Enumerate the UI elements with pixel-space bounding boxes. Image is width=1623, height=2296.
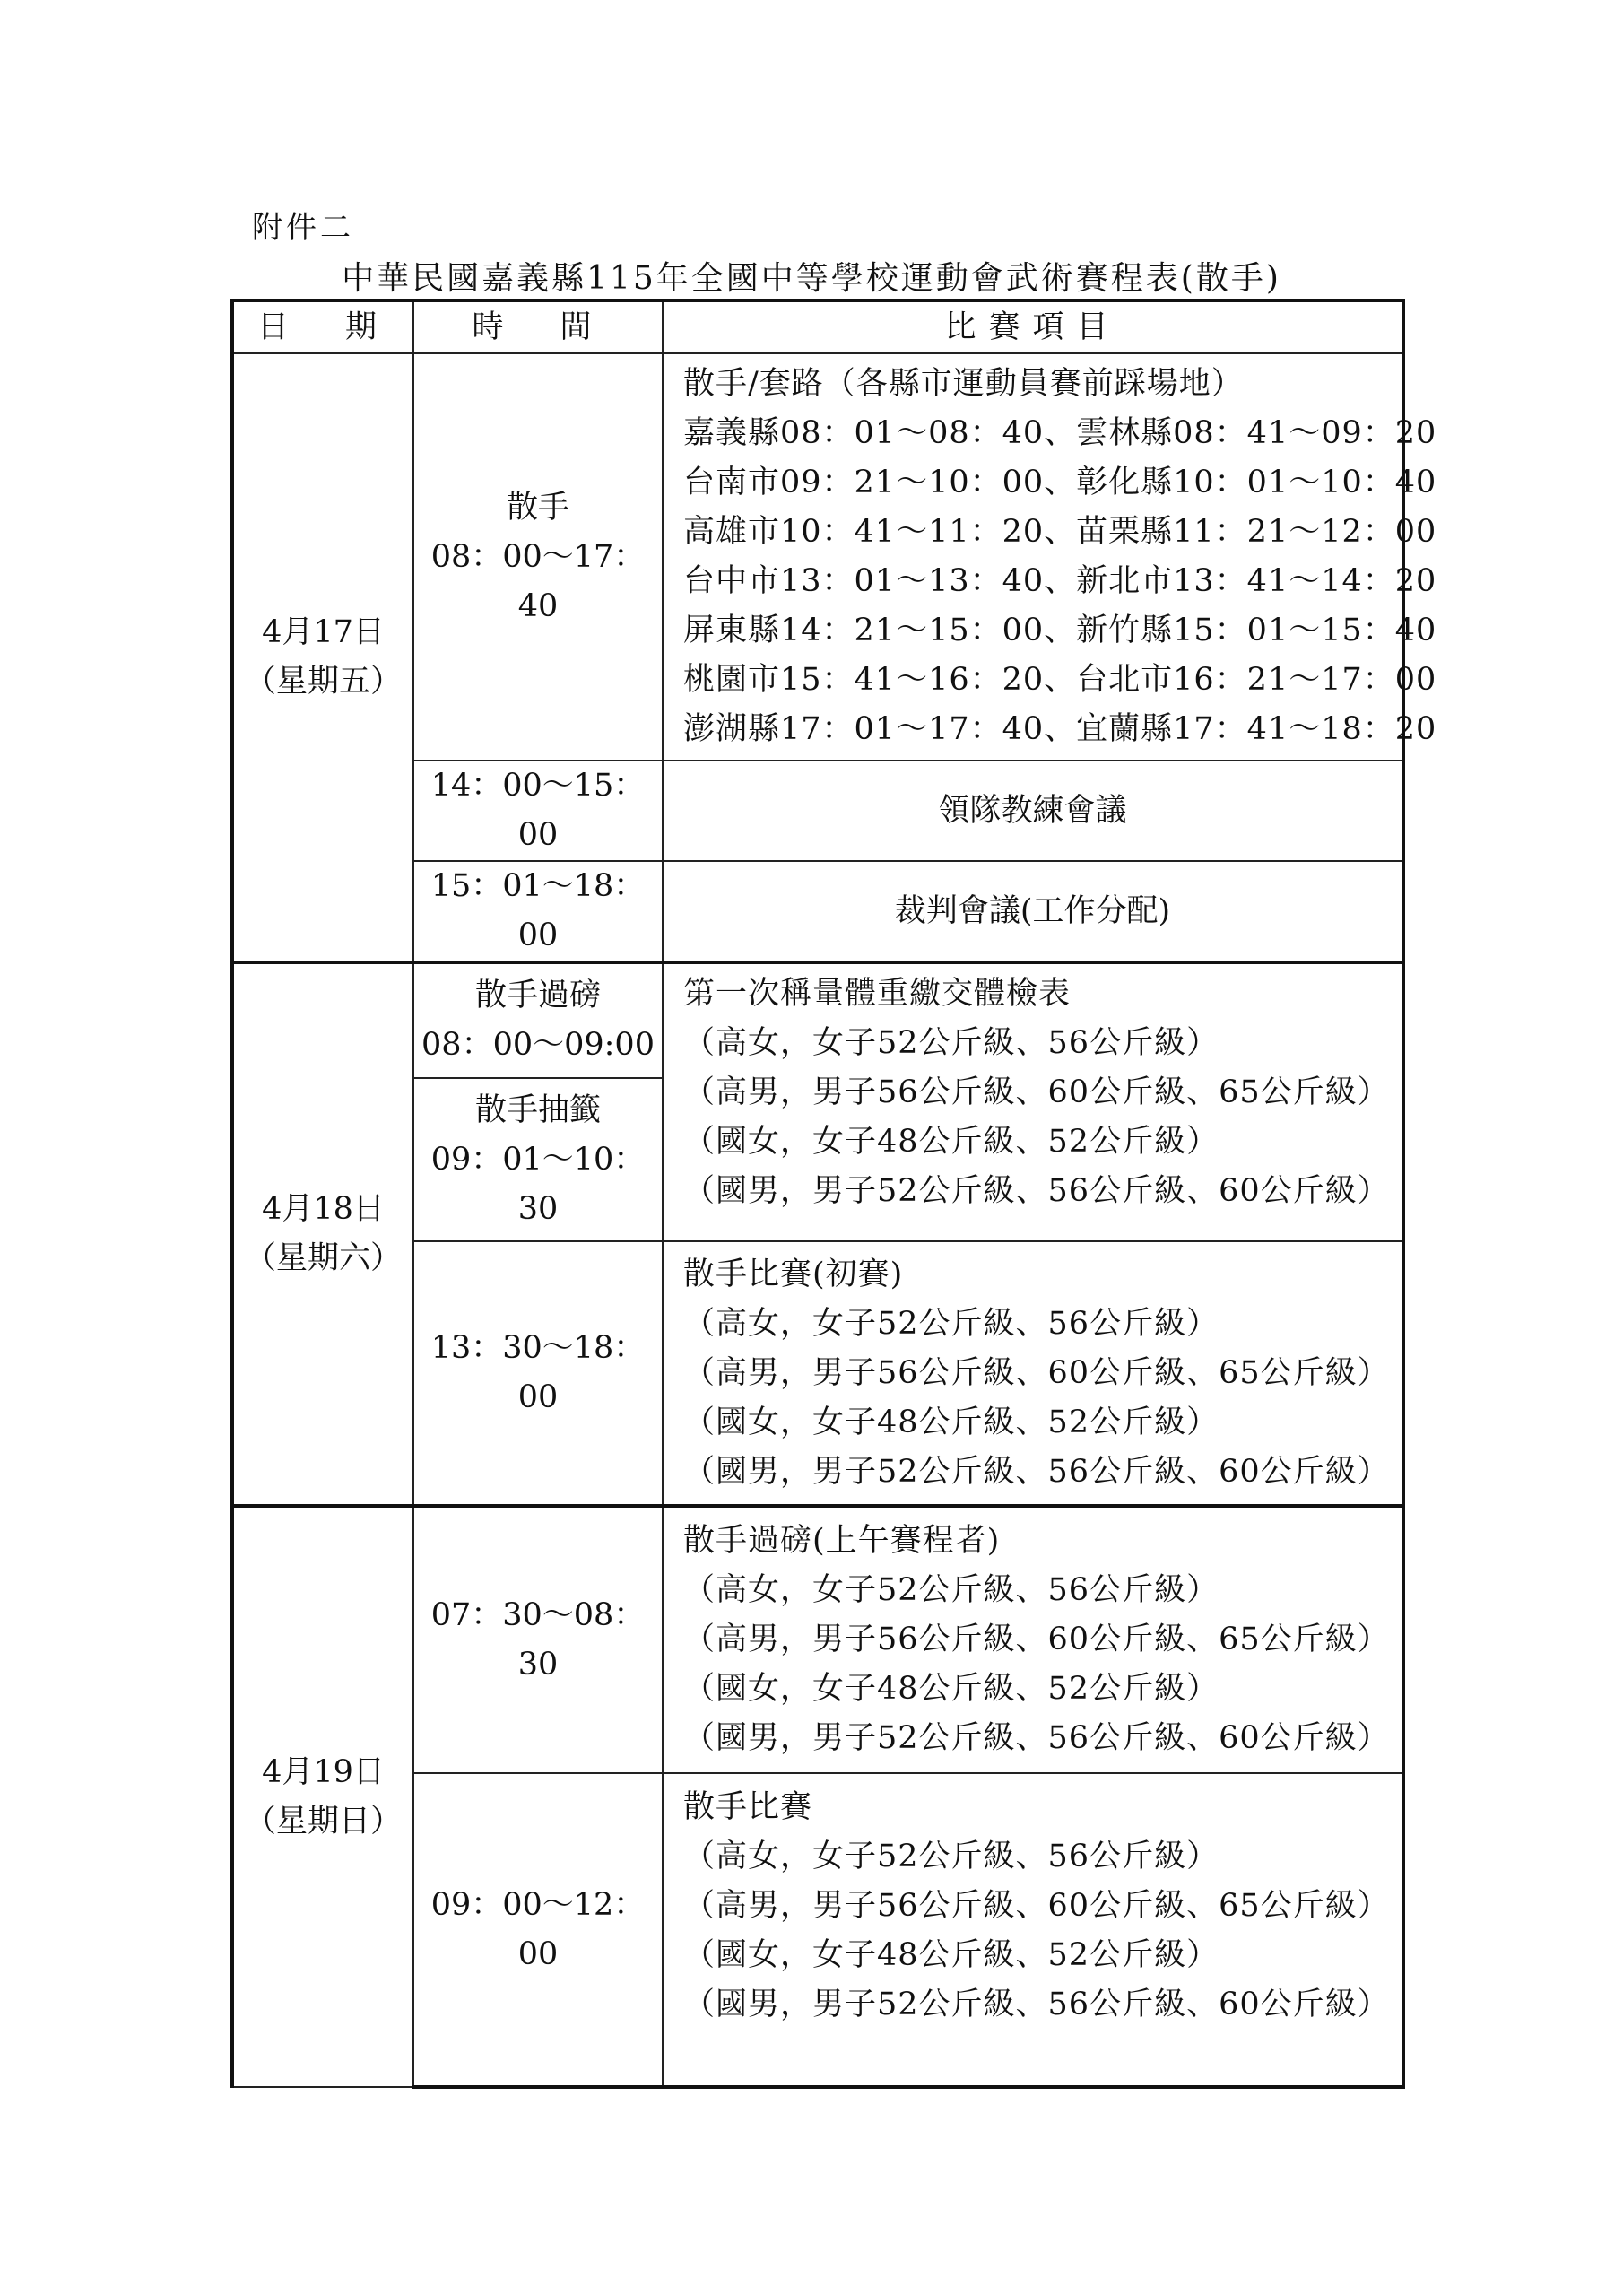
list-item: 散手比賽(初賽) bbox=[683, 1256, 904, 1292]
day3-match-time: 09：00～12：00 bbox=[413, 1773, 663, 2087]
list-item: 第一次稱量體重繳交體檢表 bbox=[683, 976, 1072, 1012]
list-item: （國男，男子52公斤級、56公斤級、60公斤級） bbox=[683, 1453, 1390, 1490]
list-item: （高女，女子52公斤級、56公斤級） bbox=[683, 1572, 1219, 1608]
day3-weekday: （星期日） bbox=[244, 1803, 402, 1839]
header-row bbox=[232, 300, 1403, 353]
list-item: 台中市13：01～13：40、新北市13：41～14：20 bbox=[683, 563, 1437, 599]
list-item: （國女，女子48公斤級、52公斤級） bbox=[683, 1671, 1219, 1707]
list-item: 散手比賽 bbox=[683, 1789, 813, 1825]
day3-date-cell bbox=[232, 1506, 413, 2087]
list-item: 嘉義縣08：01～08：40、雲林縣08：41～09：20 bbox=[683, 415, 1437, 451]
day1-session2-time: 14：00～15：00 bbox=[413, 761, 663, 861]
table-row bbox=[232, 353, 1403, 761]
day3-weighin-time: 07：30～08：30 bbox=[413, 1506, 663, 1773]
header-event: 比賽項目 bbox=[663, 300, 1403, 353]
attachment-label: 附件二 bbox=[252, 210, 354, 246]
day2-match-events bbox=[663, 1241, 1403, 1506]
day1-session1-time: 08：00～17：40 bbox=[430, 538, 646, 624]
page-title: 中華民國嘉義縣115年全國中等學校運動會武術賽程表(散手) bbox=[342, 260, 1281, 297]
list-item: 散手/套路（各縣市運動員賽前踩場地） bbox=[683, 366, 1244, 402]
list-item: （高男，男子56公斤級、60公斤級、65公斤級） bbox=[683, 1074, 1390, 1110]
day2-weekday: （星期六） bbox=[244, 1240, 402, 1276]
day1-weekday: （星期五） bbox=[244, 664, 402, 700]
list-item: （高女，女子52公斤級、56公斤級） bbox=[683, 1025, 1219, 1061]
day2-weighin-name: 散手過磅 bbox=[474, 978, 601, 1013]
day1-date-cell bbox=[232, 353, 413, 962]
day3-date: 4月19日 bbox=[262, 1753, 385, 1790]
list-item: 散手過磅(上午賽程者) bbox=[683, 1523, 1001, 1559]
header-date: 日 期 bbox=[232, 300, 413, 353]
list-item: （國女，女子48公斤級、52公斤級） bbox=[683, 1404, 1219, 1440]
day2-date-cell bbox=[232, 962, 413, 1506]
schedule-table bbox=[230, 299, 1437, 2089]
list-item: 屏東縣14：21～15：00、新竹縣15：01～15：40 bbox=[683, 613, 1437, 648]
day1-date: 4月17日 bbox=[262, 614, 385, 650]
list-item: 台南市09：21～10：00、彰化縣10：01～10：40 bbox=[683, 465, 1437, 500]
day1-session3-time: 15：01～18：00 bbox=[413, 861, 663, 962]
list-item: （國男，男子52公斤級、56公斤級、60公斤級） bbox=[683, 1173, 1390, 1209]
day2-draw-time: 09：01～10：30 bbox=[430, 1141, 646, 1227]
list-item: （高女，女子52公斤級、56公斤級） bbox=[683, 1839, 1219, 1874]
day1-session1-time-cell bbox=[413, 353, 663, 761]
list-item: （國男，男子52公斤級、56公斤級、60公斤級） bbox=[683, 1987, 1390, 2022]
day2-match-time: 13：30～18：00 bbox=[413, 1241, 663, 1506]
day2-draw-cell bbox=[413, 1078, 663, 1241]
list-item: （高男，男子56公斤級、60公斤級、65公斤級） bbox=[683, 1354, 1390, 1391]
table-row bbox=[232, 1506, 1403, 1773]
list-item: （國女，女子48公斤級、52公斤級） bbox=[683, 1124, 1219, 1160]
day2-draw-name: 散手抽籤 bbox=[474, 1091, 601, 1128]
list-item: 桃園市15：41～16：20、台北市16：21～17：00 bbox=[683, 662, 1437, 698]
day1-session1-events bbox=[663, 353, 1437, 761]
day2-weighin-cell bbox=[413, 962, 663, 1078]
day3-match-events bbox=[663, 1773, 1403, 2087]
list-item: 澎湖縣17：01～17：40、宜蘭縣17：41～18：20 bbox=[683, 711, 1437, 747]
list-item: （高男，男子56公斤級、60公斤級、65公斤級） bbox=[683, 1622, 1390, 1657]
list-item: （國女，女子48公斤級、52公斤級） bbox=[683, 1937, 1219, 1973]
day2-weighin-time: 08：00～09:00 bbox=[421, 1027, 655, 1063]
list-item: （高男，男子56公斤級、60公斤級、65公斤級） bbox=[683, 1888, 1390, 1924]
day1-session2-event: 領隊教練會議 bbox=[663, 761, 1403, 861]
day2-date: 4月18日 bbox=[262, 1191, 385, 1227]
table-row bbox=[232, 962, 1403, 1078]
day1-session3-event: 裁判會議(工作分配) bbox=[663, 861, 1403, 962]
day3-weighin-events bbox=[663, 1506, 1403, 1773]
list-item: 高雄市10：41～11：20、苗栗縣11：21～12：00 bbox=[683, 514, 1437, 550]
list-item: （高女，女子52公斤級、56公斤級） bbox=[683, 1305, 1219, 1342]
day2-weighin-events bbox=[663, 962, 1403, 1241]
list-item: （國男，男子52公斤級、56公斤級、60公斤級） bbox=[683, 1720, 1390, 1756]
day1-session1-name: 散手 bbox=[506, 489, 569, 526]
header-time: 時 間 bbox=[413, 300, 663, 353]
